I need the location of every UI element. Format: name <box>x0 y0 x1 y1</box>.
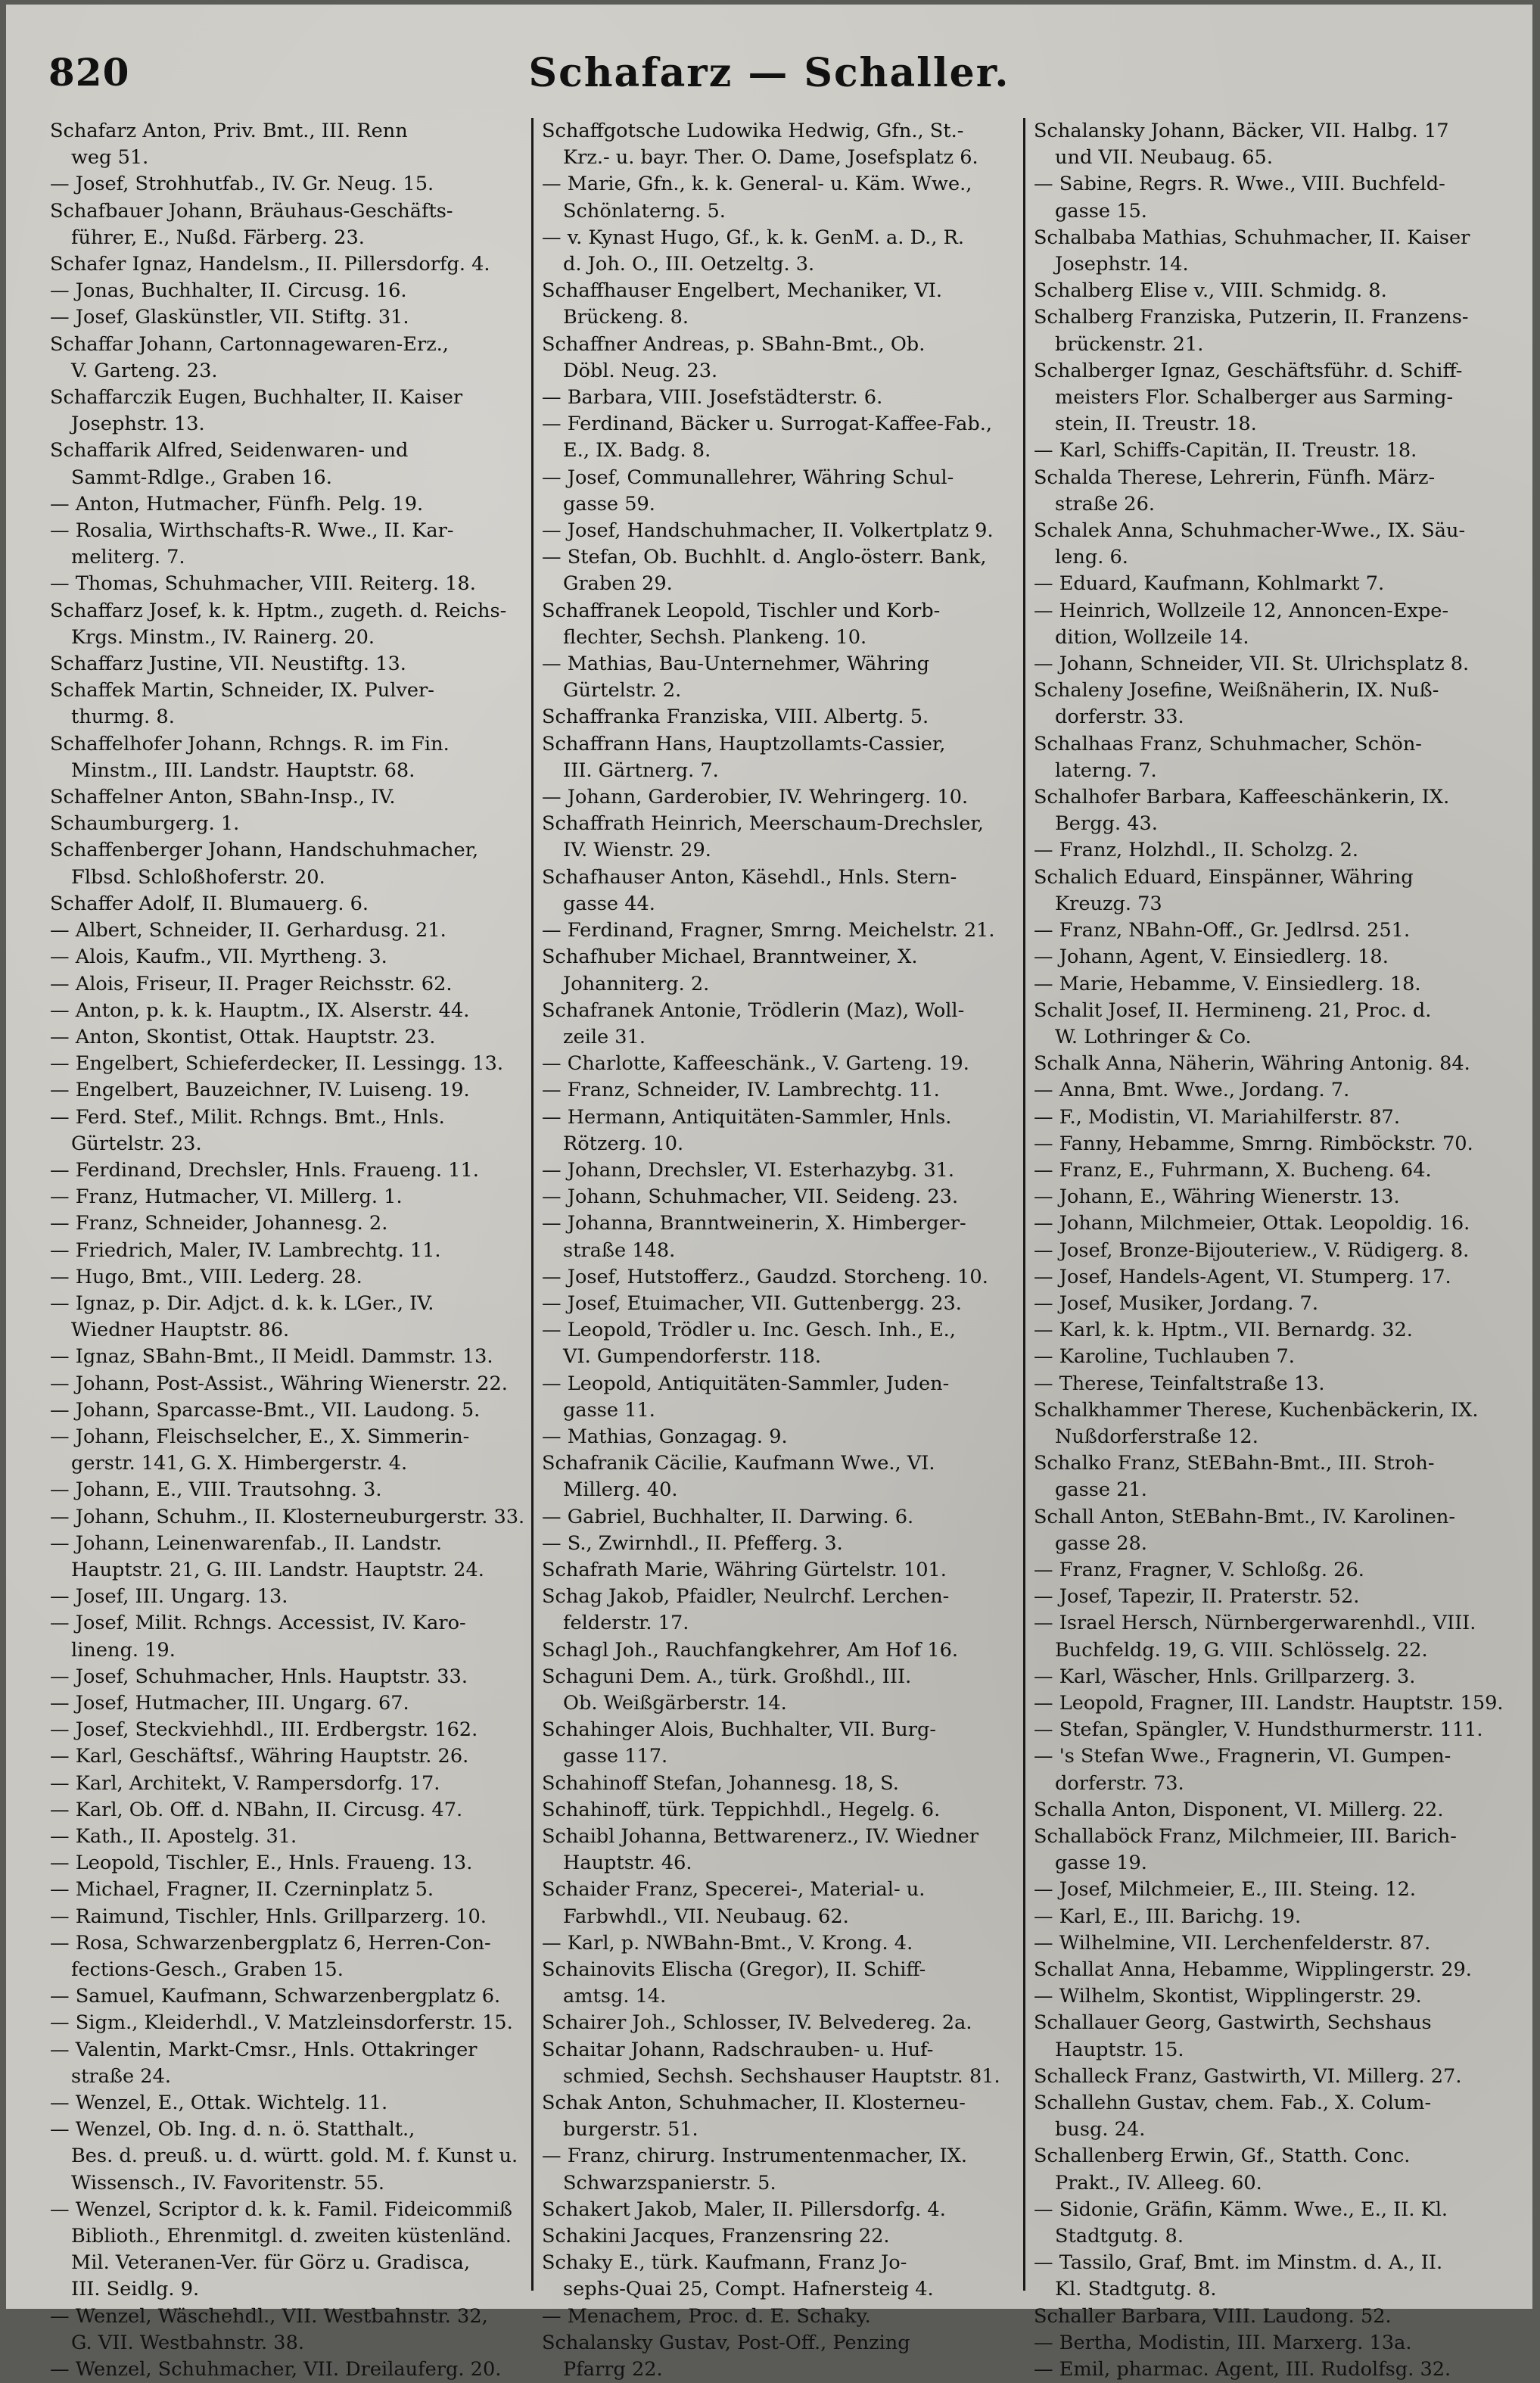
directory-line: — Heinrich, Wollzeile 12, Annoncen-Expe- <box>1034 599 1449 622</box>
directory-line: Schaitar Johann, Radschrauben- u. Huf- <box>542 2038 934 2061</box>
directory-line: — Sigm., Kleiderhdl., V. Matzleinsdorferstr. 15. <box>50 2011 513 2035</box>
directory-line: — Johann, Drechsler, VI. Esterhazybg. 31. <box>542 1158 955 1182</box>
directory-line: Schalit Josef, II. Hermineng. 21, Proc. d. <box>1034 998 1432 1022</box>
directory-line: Schall Anton, StEBahn-Bmt., IV. Karolinen- <box>1034 1505 1456 1528</box>
directory-line: — Charlotte, Kaffeeschänk., V. Garteng. 19. <box>542 1052 969 1076</box>
directory-line: — Johann, Schuhmacher, VII. Seideng. 23. <box>542 1185 959 1209</box>
directory-line: gasse 44. <box>563 892 655 915</box>
directory-line: — Wilhelm, Skontist, Wipplingerstr. 29. <box>1034 1985 1422 2008</box>
directory-line: thurmg. 8. <box>71 706 175 729</box>
directory-line: Hauptstr. 15. <box>1055 2038 1184 2061</box>
directory-line: Schallehn Gustav, chem. Fab., X. Colum- <box>1034 2092 1432 2115</box>
directory-line: straße 24. <box>71 2064 171 2088</box>
directory-line: Schafrath Marie, Währing Gürtelstr. 101. <box>542 1558 947 1581</box>
directory-line: — Rosalia, Wirthschafts-R. Wwe., II. Kar- <box>50 519 454 543</box>
directory-line: — Josef, Tapezir, II. Praterstr. 52. <box>1034 1585 1360 1609</box>
directory-line: lineng. 19. <box>71 1638 176 1662</box>
directory-line: Schafbauer Johann, Bräuhaus-Geschäfts- <box>50 199 453 223</box>
directory-line: — Barbara, VIII. Josefstädterstr. 6. <box>542 386 883 410</box>
column-middle <box>542 118 1017 2383</box>
directory-line: schmied, Sechsh. Sechshauser Hauptstr. 81. <box>563 2064 1000 2088</box>
directory-line: Hauptstr. 46. <box>563 1852 692 1875</box>
directory-line: Krz.- u. bayr. Ther. O. Dame, Josefsplatz 6. <box>563 146 978 170</box>
directory-line: — Josef, Communallehrer, Währing Schul- <box>542 466 954 489</box>
directory-line: Schalberg Franziska, Putzerin, II. Franzens- <box>1034 306 1469 329</box>
directory-line: zeile 31. <box>563 1025 646 1048</box>
directory-line: Schalberg Elise v., VIII. Schmidg. 8. <box>1034 279 1387 303</box>
directory-line: Schainovits Elischa (Gregor), II. Schiff- <box>542 1958 926 1982</box>
directory-line: — Johann, Fleischselcher, E., X. Simmerin- <box>50 1425 470 1448</box>
directory-line: Schalek Anna, Schuhmacher-Wwe., IX. Säu- <box>1034 519 1466 543</box>
directory-line: — Valentin, Markt-Cmsr., Hnls. Ottakringer <box>50 2038 478 2061</box>
directory-line: Schag Jakob, Pfaidler, Neulrchf. Lerchen- <box>542 1585 950 1609</box>
directory-line: Schaller Barbara, VIII. Laudong. 52. <box>1034 2304 1392 2328</box>
directory-line: Schalansky Gustav, Post-Off., Penzing <box>542 2331 910 2354</box>
directory-line: — Josef, III. Ungarg. 13. <box>50 1585 288 1609</box>
directory-line: Schaffarczik Eugen, Buchhalter, II. Kaiser <box>50 386 463 410</box>
directory-line: — Thomas, Schuhmacher, VIII. Reiterg. 18. <box>50 572 476 596</box>
directory-line: — Menachem, Proc. d. E. Schaky. <box>542 2304 871 2328</box>
directory-line: — Wenzel, Ob. Ing. d. n. ö. Statthalt., <box>50 2118 415 2142</box>
directory-line: Schahinoff Stefan, Johannesg. 18, S. <box>542 1771 899 1795</box>
directory-line: fections-Gesch., Graben 15. <box>71 1958 344 1982</box>
directory-line: — Johann, Leinenwarenfab., II. Landstr. <box>50 1531 442 1555</box>
directory-line: Schallaböck Franz, Milchmeier, III. Barich- <box>1034 1825 1457 1848</box>
directory-line: — Wenzel, Schuhmacher, VII. Dreilauferg. 20. <box>50 2358 502 2381</box>
directory-line: Schaleny Josefine, Weißnäherin, IX. Nuß- <box>1034 679 1439 702</box>
directory-line: — Franz, Schneider, IV. Lambrechtg. 11. <box>542 1079 940 1102</box>
directory-line: Schaffelner Anton, SBahn-Insp., IV. <box>50 786 396 809</box>
directory-line: III. Gärtnerg. 7. <box>563 759 719 782</box>
directory-line: — Anton, Hutmacher, Fünfh. Pelg. 19. <box>50 492 424 516</box>
directory-line: IV. Wienstr. 29. <box>563 839 711 862</box>
directory-line: Schaider Franz, Specerei-, Material- u. <box>542 1878 926 1902</box>
directory-line: VI. Gumpendorferstr. 118. <box>563 1345 822 1369</box>
directory-line: Josephstr. 14. <box>1055 253 1189 276</box>
directory-line: Schagl Joh., Rauchfangkehrer, Am Hof 16. <box>542 1638 959 1662</box>
directory-line: Schaffenberger Johann, Handschuhmacher, <box>50 839 479 862</box>
directory-line: stein, II. Treustr. 18. <box>1055 413 1257 436</box>
directory-line: — Ferdinand, Bäcker u. Surrogat-Kaffee-Fab., <box>542 413 993 436</box>
directory-line: Flbsd. Schloßhoferstr. 20. <box>71 865 325 889</box>
directory-line: — Wenzel, E., Ottak. Wichtelg. 11. <box>50 2092 388 2115</box>
directory-line: — Alois, Friseur, II. Prager Reichsstr. 62. <box>50 972 453 995</box>
directory-line: Gürtelstr. 2. <box>563 679 682 702</box>
directory-line: und VII. Neubaug. 65. <box>1055 146 1273 170</box>
directory-line: — Engelbert, Bauzeichner, IV. Luiseng. 19. <box>50 1079 470 1102</box>
directory-line: — Hugo, Bmt., VIII. Lederg. 28. <box>50 1265 362 1288</box>
directory-line: Schafranik Cäcilie, Kaufmann Wwe., VI. <box>542 1452 935 1475</box>
directory-line: Schafranek Antonie, Trödlerin (Maz), Woll- <box>542 998 965 1022</box>
directory-line: Schafer Ignaz, Handelsm., II. Pillersdorfg. 4. <box>50 253 490 276</box>
directory-line: Sammt-Rdlge., Graben 16. <box>71 466 332 489</box>
directory-line: — Josef, Hutstofferz., Gaudzd. Storcheng. 10. <box>542 1265 988 1288</box>
directory-line: — Ignaz, SBahn-Bmt., II Meidl. Dammstr. 13. <box>50 1345 493 1369</box>
directory-line: — Karl, E., III. Barichg. 19. <box>1034 1905 1302 1928</box>
directory-line: — Josef, Hutmacher, III. Ungarg. 67. <box>50 1691 409 1715</box>
directory-line: Schahinoff, türk. Teppichhdl., Hegelg. 6. <box>542 1798 941 1821</box>
directory-line: Schahinger Alois, Buchhalter, VII. Burg- <box>542 1718 937 1742</box>
directory-line: — Franz, Holzhdl., II. Scholzg. 2. <box>1034 839 1359 862</box>
directory-line: — Karl, Schiffs-Capitän, II. Treustr. 18. <box>1034 439 1417 463</box>
page-number: 820 <box>48 50 130 95</box>
directory-line: Schallenberg Erwin, Gf., Statth. Conc. <box>1034 2145 1411 2168</box>
directory-line: W. Lothringer & Co. <box>1055 1025 1252 1048</box>
directory-line: Stadtgutg. 8. <box>1055 2225 1184 2248</box>
column-right <box>1034 118 1509 2383</box>
directory-line: — Hermann, Antiquitäten-Sammler, Hnls. <box>542 1105 952 1129</box>
directory-line: — Mathias, Gonzagag. 9. <box>542 1425 788 1448</box>
directory-line: V. Garteng. 23. <box>71 359 218 382</box>
directory-line: felderstr. 17. <box>563 1612 689 1635</box>
directory-line: — Engelbert, Schieferdecker, II. Lessingg. 13. <box>50 1052 503 1076</box>
directory-line: Schakini Jacques, Franzensring 22. <box>542 2225 890 2248</box>
directory-line: — Anna, Bmt. Wwe., Jordang. 7. <box>1034 1079 1350 1102</box>
directory-line: brückenstr. 21. <box>1055 332 1204 356</box>
directory-line: Mil. Veteranen-Ver. für Görz u. Gradisca, <box>71 2251 471 2275</box>
directory-line: Schaffek Martin, Schneider, IX. Pulver- <box>50 679 434 702</box>
directory-line: — v. Kynast Hugo, Gf., k. k. GenM. a. D., R. <box>542 226 964 249</box>
directory-line: — Franz, Fragner, V. Schloßg. 26. <box>1034 1558 1364 1581</box>
directory-line: — Johann, E., Währing Wienerstr. 13. <box>1034 1185 1400 1209</box>
directory-line: Schafhuber Michael, Branntweiner, X. <box>542 945 918 969</box>
directory-line: Schaguni Dem. A., türk. Großhdl., III. <box>542 1665 912 1688</box>
directory-line: — Johann, Milchmeier, Ottak. Leopoldig. 16. <box>1034 1212 1470 1235</box>
directory-line: Gürtelstr. 23. <box>71 1132 202 1155</box>
directory-line: Prakt., IV. Alleeg. 60. <box>1055 2171 1262 2195</box>
directory-line: — Anton, p. k. k. Hauptm., IX. Alserstr. 44. <box>50 998 470 1022</box>
directory-line: Pfarrg 22. <box>563 2358 663 2381</box>
directory-line: dorferstr. 73. <box>1055 1771 1184 1795</box>
directory-line: — Leopold, Tischler, E., Hnls. Fraueng. 13. <box>50 1852 473 1875</box>
directory-line: laterng. 7. <box>1055 759 1157 782</box>
directory-line: Kl. Stadtgutg. 8. <box>1055 2278 1217 2301</box>
directory-line: flechter, Sechsh. Plankeng. 10. <box>563 625 867 649</box>
directory-line: — Josef, Milit. Rchngs. Accessist, IV. Karo- <box>50 1612 466 1635</box>
directory-line: d. Joh. O., III. Oetzeltg. 3. <box>563 253 815 276</box>
directory-line: Rötzerg. 10. <box>563 1132 684 1155</box>
directory-line: — Eduard, Kaufmann, Kohlmarkt 7. <box>1034 572 1385 596</box>
directory-line: Schaffgotsche Ludowika Hedwig, Gfn., St.- <box>542 120 964 142</box>
directory-line: — Franz, E., Fuhrmann, X. Bucheng. 64. <box>1034 1158 1432 1182</box>
directory-line: — Raimund, Tischler, Hnls. Grillparzerg. 10. <box>50 1905 487 1928</box>
directory-line: — Ferdinand, Fragner, Smrng. Meichelstr. 21. <box>542 919 995 942</box>
directory-line: Schalhofer Barbara, Kaffeeschänkerin, IX. <box>1034 786 1450 809</box>
directory-line: — Wenzel, Scriptor d. k. k. Famil. Fideicommiß <box>50 2198 513 2221</box>
directory-line: — Leopold, Fragner, III. Landstr. Hauptstr. 159. <box>1034 1691 1504 1715</box>
directory-line: — Johann, Schneider, VII. St. Ulrichsplatz 8. <box>1034 653 1470 676</box>
directory-line: Schaffarik Alfred, Seidenwaren- und <box>50 439 409 463</box>
directory-line: Schaffar Johann, Cartonnagewaren-Erz., <box>50 332 449 356</box>
directory-line: — Wilhelmine, VII. Lerchenfelderstr. 87. <box>1034 1931 1431 1955</box>
directory-line: — Johann, Post-Assist., Währing Wienerstr. 22. <box>50 1372 508 1395</box>
column-rule-right <box>1023 118 1025 2291</box>
directory-line: — Karoline, Tuchlauben 7. <box>1034 1345 1295 1369</box>
directory-line: — Karl, Geschäftsf., Währing Hauptstr. 26. <box>50 1745 469 1768</box>
directory-line: Schalbaba Mathias, Schuhmacher, II. Kaiser <box>1034 226 1470 249</box>
directory-line: — Johanna, Branntweinerin, X. Himberger- <box>542 1212 966 1235</box>
directory-line: Schaffarz Josef, k. k. Hptm., zugeth. d. Reichs- <box>50 599 507 622</box>
directory-line: Schallauer Georg, Gastwirth, Sechshaus <box>1034 2011 1432 2035</box>
directory-line: Schakert Jakob, Maler, II. Pillersdorfg. 4. <box>542 2198 946 2221</box>
running-head: Schafarz — Schaller. <box>528 50 1010 96</box>
directory-line: Krgs. Minstm., IV. Rainerg. 20. <box>71 625 375 649</box>
directory-line: führer, E., Nußd. Färberg. 23. <box>71 226 365 249</box>
directory-line: Brückeng. 8. <box>563 306 689 329</box>
directory-line: — S., Zwirnhdl., II. Pfefferg. 3. <box>542 1531 843 1555</box>
directory-line: Bes. d. preuß. u. d. württ. gold. M. f. Kunst u. <box>71 2145 518 2168</box>
directory-line: — Josef, Milchmeier, E., III. Steing. 12. <box>1034 1878 1417 1902</box>
directory-line: Josephstr. 13. <box>71 413 205 436</box>
directory-line: — Karl, p. NWBahn-Bmt., V. Krong. 4. <box>542 1931 913 1955</box>
directory-line: Schaffarz Justine, VII. Neustiftg. 13. <box>50 653 406 676</box>
directory-line: — Josef, Strohhutfab., IV. Gr. Neug. 15. <box>50 173 434 196</box>
directory-line: — F., Modistin, VI. Mariahilferstr. 87. <box>1034 1105 1400 1129</box>
directory-line: — Franz, chirurg. Instrumentenmacher, IX. <box>542 2145 968 2168</box>
directory-line: — Israel Hersch, Nürnbergerwarenhdl., VIII. <box>1034 1612 1476 1635</box>
directory-line: — Franz, Hutmacher, VI. Millerg. 1. <box>50 1185 403 1209</box>
directory-line: Schalk Anna, Näherin, Währing Antonig. 84. <box>1034 1052 1470 1076</box>
directory-line: Schallat Anna, Hebamme, Wipplingerstr. 29. <box>1034 1958 1472 1982</box>
directory-line: — Ferdinand, Drechsler, Hnls. Fraueng. 11. <box>50 1158 479 1182</box>
directory-line: Schaffranka Franziska, VIII. Albertg. 5. <box>542 706 929 729</box>
directory-line: Schaffer Adolf, II. Blumauerg. 6. <box>50 892 369 915</box>
directory-line: sephs-Quai 25, Compt. Hafnersteig 4. <box>563 2278 934 2301</box>
directory-line: — Karl, Ob. Off. d. NBahn, II. Circusg. 47. <box>50 1798 463 1821</box>
column-left <box>50 118 525 2383</box>
directory-line: weg 51. <box>71 146 149 170</box>
directory-line: — Sidonie, Gräfin, Kämm. Wwe., E., II. Kl. <box>1034 2198 1448 2221</box>
directory-line: Schaibl Johanna, Bettwarenerz., IV. Wiedner <box>542 1825 979 1848</box>
directory-line: Schalko Franz, StEBahn-Bmt., III. Stroh- <box>1034 1452 1435 1475</box>
directory-line: leng. 6. <box>1055 546 1128 569</box>
directory-line: dorferstr. 33. <box>1055 706 1184 729</box>
directory-line: gasse 11. <box>563 1398 655 1422</box>
directory-line: gasse 19. <box>1055 1852 1147 1875</box>
directory-line: Schaumburgerg. 1. <box>50 812 240 836</box>
directory-line: Schwarzspanierstr. 5. <box>563 2171 776 2195</box>
directory-line: Millerg. 40. <box>563 1478 678 1502</box>
directory-line: — Marie, Gfn., k. k. General- u. Käm. Wwe., <box>542 173 972 196</box>
directory-line: — Fanny, Hebamme, Smrng. Rimböckstr. 70. <box>1034 1132 1473 1155</box>
directory-line: Buchfeldg. 19, G. VIII. Schlösselg. 22. <box>1055 1638 1428 1662</box>
column-rule-left <box>531 118 534 2291</box>
directory-line: Hauptstr. 21, G. III. Landstr. Hauptstr. 24. <box>71 1558 484 1581</box>
directory-line: — Sabine, Regrs. R. Wwe., VIII. Buchfeld- <box>1034 173 1445 196</box>
directory-line: Schaffrath Heinrich, Meerschaum-Drechsler, <box>542 812 984 836</box>
directory-line: — Josef, Bronze-Bijouteriew., V. Rüdigerg. 8. <box>1034 1238 1470 1262</box>
directory-line: gasse 59. <box>563 492 655 516</box>
directory-line: — Karl, Wäscher, Hnls. Grillparzerg. 3. <box>1034 1665 1416 1688</box>
directory-line: — Ignaz, p. Dir. Adjct. d. k. k. LGer., IV. <box>50 1291 434 1315</box>
directory-line: Schalberger Ignaz, Geschäftsführ. d. Schiff- <box>1034 359 1463 382</box>
directory-line: Farbwhdl., VII. Neubaug. 62. <box>563 1905 849 1928</box>
directory-line: — Rosa, Schwarzenbergplatz 6, Herren-Con- <box>50 1931 491 1955</box>
directory-line: dition, Wollzeile 14. <box>1055 625 1249 649</box>
directory-line: — Anton, Skontist, Ottak. Hauptstr. 23. <box>50 1025 436 1048</box>
directory-line: — Franz, NBahn-Off., Gr. Jedlrsd. 251. <box>1034 919 1411 942</box>
directory-line: Schalkhammer Therese, Kuchenbäckerin, IX. <box>1034 1398 1479 1422</box>
directory-line: — Johann, Sparcasse-Bmt., VII. Laudong. 5. <box>50 1398 481 1422</box>
directory-line: — Josef, Musiker, Jordang. 7. <box>1034 1291 1318 1315</box>
directory-line: — Friedrich, Maler, IV. Lambrechtg. 11. <box>50 1238 441 1262</box>
directory-line: — Leopold, Antiquitäten-Sammler, Juden- <box>542 1372 950 1395</box>
directory-line: Kreuzg. 73 <box>1055 892 1162 915</box>
directory-line: E., IX. Badg. 8. <box>563 439 711 463</box>
directory-line: straße 26. <box>1055 492 1155 516</box>
directory-line: Schalansky Johann, Bäcker, VII. Halbg. 17 <box>1034 120 1449 142</box>
directory-line: — Franz, Schneider, Johannesg. 2. <box>50 1212 388 1235</box>
directory-line: — Johann, Agent, V. Einsiedlerg. 18. <box>1034 945 1389 969</box>
directory-line: Schaffelhofer Johann, Rchngs. R. im Fin. <box>50 732 450 755</box>
directory-line: Schalhaas Franz, Schuhmacher, Schön- <box>1034 732 1422 755</box>
directory-line: Bergg. 43. <box>1055 812 1158 836</box>
directory-line: busg. 24. <box>1055 2118 1146 2142</box>
directory-line: Schaffrann Hans, Hauptzollamts-Cassier, <box>542 732 946 755</box>
directory-line: gerstr. 141, G. X. Himbergerstr. 4. <box>71 1452 408 1475</box>
directory-line: Schalleck Franz, Gastwirth, VI. Millerg. 27. <box>1034 2064 1462 2088</box>
directory-line: — Marie, Hebamme, V. Einsiedlerg. 18. <box>1034 972 1421 995</box>
directory-line: amtsg. 14. <box>563 1985 667 2008</box>
directory-line: — Josef, Etuimacher, VII. Guttenbergg. 23. <box>542 1291 962 1315</box>
directory-line: — Josef, Glaskünstler, VII. Stiftg. 31. <box>50 306 409 329</box>
directory-line: — Michael, Fragner, II. Czerninplatz 5. <box>50 1878 434 1902</box>
directory-line: — Johann, Garderobier, IV. Wehringerg. 10. <box>542 786 969 809</box>
directory-line: — Karl, Architekt, V. Rampersdorfg. 17. <box>50 1771 440 1795</box>
directory-line: — Johann, E., VIII. Trautsohng. 3. <box>50 1478 382 1502</box>
directory-line: Schönlaterng. 5. <box>563 199 726 223</box>
directory-line: gasse 15. <box>1055 199 1147 223</box>
directory-line: Schalda Therese, Lehrerin, Fünfh. März- <box>1034 466 1436 489</box>
directory-line: Schafhauser Anton, Käsehdl., Hnls. Stern- <box>542 865 957 889</box>
directory-line: — 's Stefan Wwe., Fragnerin, VI. Gumpen- <box>1034 1745 1451 1768</box>
directory-line: — Mathias, Bau-Unternehmer, Währing <box>542 653 930 676</box>
directory-line: Nußdorferstraße 12. <box>1055 1425 1258 1448</box>
directory-line: burgerstr. 51. <box>563 2118 698 2142</box>
directory-line: Schafarz Anton, Priv. Bmt., III. Renn <box>50 120 408 142</box>
directory-line: Schairer Joh., Schlosser, IV. Belvedereg. 2a. <box>542 2011 972 2035</box>
directory-line: Graben 29. <box>563 572 673 596</box>
directory-line: Johanniterg. 2. <box>563 972 710 995</box>
directory-line: — Samuel, Kaufmann, Schwarzenbergplatz 6. <box>50 1985 501 2008</box>
directory-line: gasse 117. <box>563 1745 668 1768</box>
directory-line: gasse 28. <box>1055 1531 1147 1555</box>
directory-line: meisters Flor. Schalberger aus Sarming- <box>1055 386 1454 410</box>
directory-line: — Ferd. Stef., Milit. Rchngs. Bmt., Hnls. <box>50 1105 445 1129</box>
directory-line: — Josef, Handels-Agent, VI. Stumperg. 17. <box>1034 1265 1451 1288</box>
directory-line: — Josef, Steckviehhdl., III. Erdbergstr. 162. <box>50 1718 478 1742</box>
directory-line: — Josef, Schuhmacher, Hnls. Hauptstr. 33. <box>50 1665 468 1688</box>
directory-line: — Wenzel, Wäschehdl., VII. Westbahnstr. 32, <box>50 2304 488 2328</box>
directory-line: — Jonas, Buchhalter, II. Circusg. 16. <box>50 279 407 303</box>
directory-line: Schaffranek Leopold, Tischler und Korb- <box>542 599 941 622</box>
directory-page <box>6 5 1532 2381</box>
directory-line: — Emil, pharmac. Agent, III. Rudolfsg. 32. <box>1034 2358 1451 2381</box>
directory-line: — Johann, Schuhm., II. Klosterneuburgerstr. 33. <box>50 1505 525 1528</box>
directory-line: Schalich Eduard, Einspänner, Währing <box>1034 865 1414 889</box>
directory-line: Ob. Weißgärberstr. 14. <box>563 1691 787 1715</box>
directory-line: Schak Anton, Schuhmacher, II. Klosterneu- <box>542 2092 966 2115</box>
directory-line: Schaky E., türk. Kaufmann, Franz Jo- <box>542 2251 907 2275</box>
directory-line: Schaffhauser Engelbert, Mechaniker, VI. <box>542 279 943 303</box>
directory-line: Wiedner Hauptstr. 86. <box>71 1319 290 1342</box>
directory-line: meliterg. 7. <box>71 546 185 569</box>
directory-line: Schaffner Andreas, p. SBahn-Bmt., Ob. <box>542 332 926 356</box>
directory-line: gasse 21. <box>1055 1478 1147 1502</box>
directory-line: Wissensch., IV. Favoritenstr. 55. <box>71 2171 384 2195</box>
directory-line: — Tassilo, Graf, Bmt. im Minstm. d. A., II. <box>1034 2251 1443 2275</box>
directory-line: — Albert, Schneider, II. Gerhardusg. 21. <box>50 919 446 942</box>
directory-line: — Gabriel, Buchhalter, II. Darwing. 6. <box>542 1505 914 1528</box>
directory-line: — Kath., II. Apostelg. 31. <box>50 1825 297 1848</box>
directory-line: Biblioth., Ehrenmitgl. d. zweiten küstenländ. <box>71 2225 512 2248</box>
directory-line: — Leopold, Trödler u. Inc. Gesch. Inh., E., <box>542 1319 956 1342</box>
directory-line: Schalla Anton, Disponent, VI. Millerg. 22. <box>1034 1798 1444 1821</box>
directory-line: straße 148. <box>563 1238 676 1262</box>
directory-line: G. VII. Westbahnstr. 38. <box>71 2331 304 2354</box>
directory-line: Döbl. Neug. 23. <box>563 359 718 382</box>
directory-line: III. Seidlg. 9. <box>71 2278 200 2301</box>
directory-line: — Stefan, Spängler, V. Hundsthurmerstr. 111. <box>1034 1718 1483 1742</box>
directory-line: — Alois, Kaufm., VII. Myrtheng. 3. <box>50 945 387 969</box>
directory-line: — Therese, Teinfaltstraße 13. <box>1034 1372 1325 1395</box>
directory-line: — Bertha, Modistin, III. Marxerg. 13a. <box>1034 2331 1412 2354</box>
directory-line: Minstm., III. Landstr. Hauptstr. 68. <box>71 759 415 782</box>
directory-line: — Josef, Handschuhmacher, II. Volkertplatz 9. <box>542 519 994 543</box>
directory-line: — Karl, k. k. Hptm., VII. Bernardg. 32. <box>1034 1319 1413 1342</box>
directory-line: — Stefan, Ob. Buchhlt. d. Anglo-österr. Bank, <box>542 546 987 569</box>
